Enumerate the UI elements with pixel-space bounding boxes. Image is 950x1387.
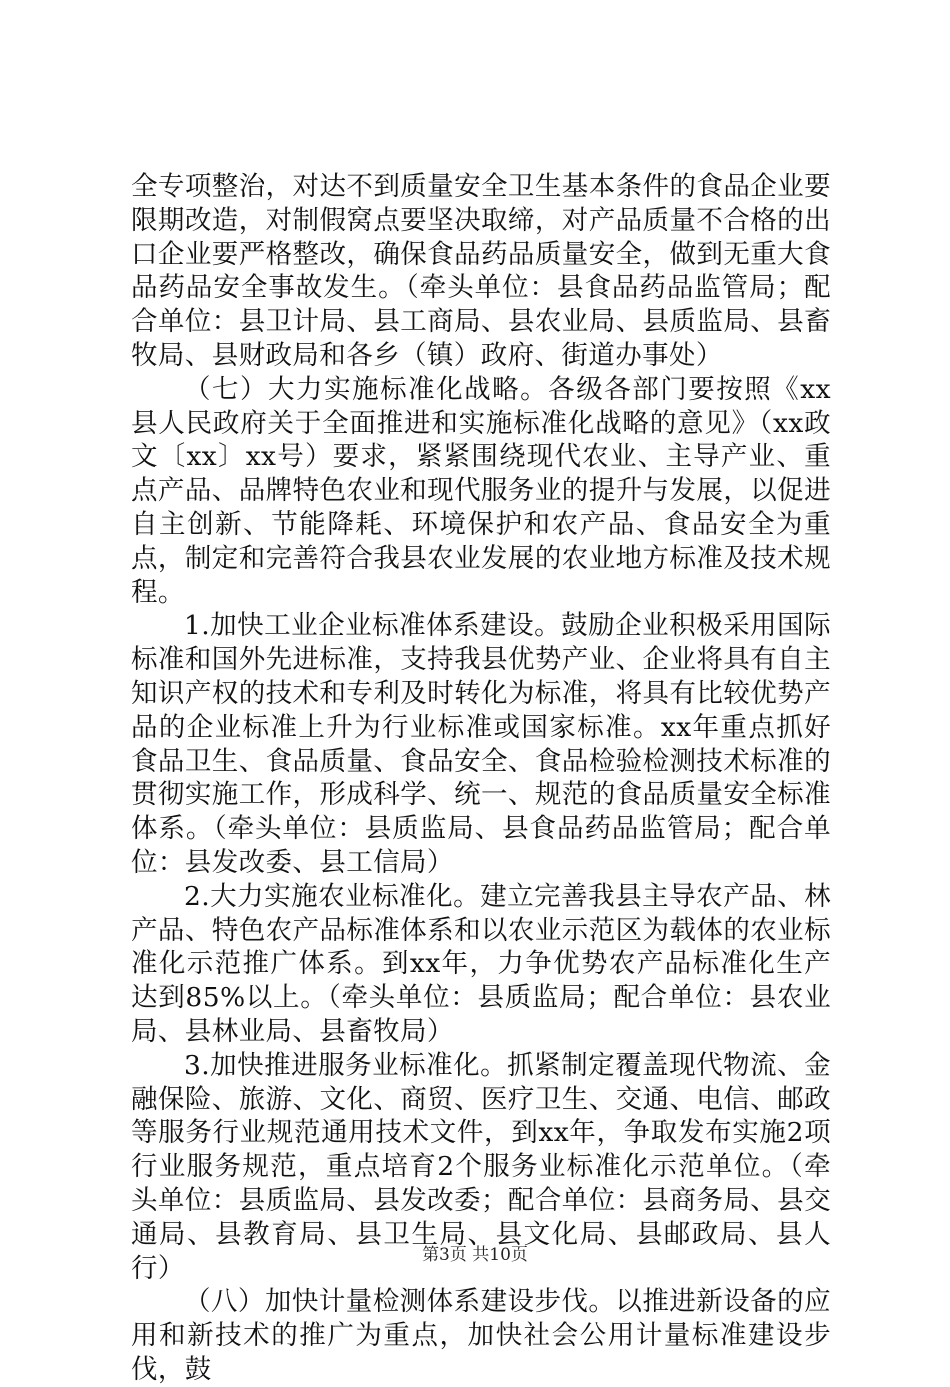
paragraph-6: （八）加快计量检测体系建设步伐。以推进新设备的应用和新技术的推广为重点，加快社会公用计量标准建设步伐，鼓 [131,1286,831,1385]
paragraph-3: 1.加快工业企业标准体系建设。鼓励企业积极采用国际标准和国外先进标准，支持我县优势产业、企业将具有自主知识产权的技术和专利及时转化为标准，将具有比较优势产品的企业标准上升为行业标准或国家标准。xx年重点抓好食品卫生、食品质量、食品安全、食品检验检测技术标准的贯彻实施工作，形成科学、统一、规范的食品质量安全标准体系。（牵头单位：县质监局、县食品药品监管局；配合单位：县发改委、县工信局） [131,610,831,878]
document-body [131,170,831,1387]
paragraph-2: （七）大力实施标准化战略。各级各部门要按照《xx县人民政府关于全面推进和实施标准化战略的意见》（xx政文〔xx〕xx号）要求，紧紧围绕现代农业、主导产业、重点产品、品牌特色农业和现代服务业的提升与发展，以促进自主创新、节能降耗、环境保护和农产品、食品安全为重点，制定和完善符合我县农业发展的农业地方标准及技术规程。 [131,373,831,608]
paragraph-4: 2.大力实施农业标准化。建立完善我县主导农产品、林产品、特色农产品标准体系和以农业示范区为载体的农业标准化示范推广体系。到xx年，力争优势农产品标准化生产达到85%以上。（牵头单位：县质监局；配合单位：县农业局、县林业局、县畜牧局） [131,880,831,1047]
paragraph-1: 全专项整治，对达不到质量安全卫生基本条件的食品企业要限期改造，对制假窝点要坚决取缔，对产品质量不合格的出口企业要严格整改，确保食品药品质量安全，做到无重大食品药品安全事故发生。（牵头单位：县食品药品监管局；配合单位：县卫计局、县工商局、县农业局、县质监局、县畜牧局、县财政局和各乡（镇）政府、街道办事处） [131,171,831,371]
page-footer: 第3页 共10页 [422,1245,528,1265]
paragraph-5: 3.加快推进服务业标准化。抓紧制定覆盖现代物流、金融保险、旅游、文化、商贸、医疗卫生、交通、电信、邮政等服务行业规范通用技术文件，到xx年，争取发布实施2项行业服务规范，重点培育2个服务业标准化示范单位。（牵头单位：县质监局、县发改委；配合单位：县商务局、县交通局、县教育局、县卫生局、县文化局、县邮政局、县人行） [131,1049,831,1284]
